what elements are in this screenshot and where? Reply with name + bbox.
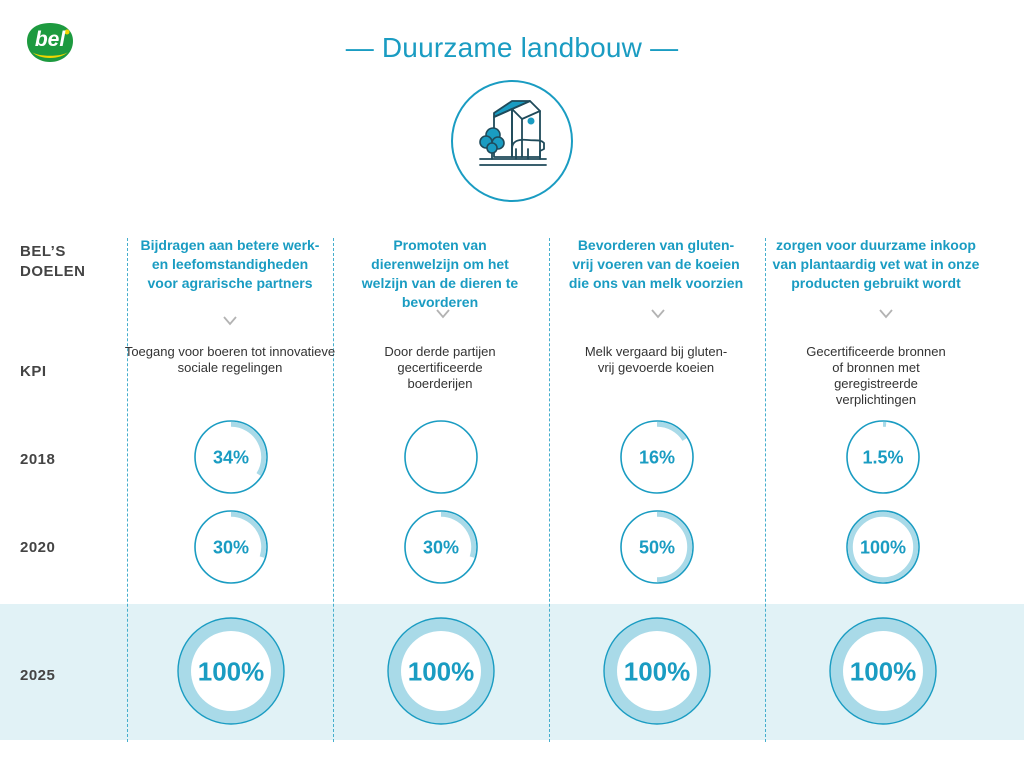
progress-ring-2018-col-3 xyxy=(621,421,693,493)
row-label-2025: 2025 xyxy=(20,667,56,684)
progress-ring-2018-col-1 xyxy=(195,421,267,493)
ring-value-label: 16% xyxy=(638,447,676,468)
ring-value-label: 100% xyxy=(623,656,691,687)
ring-value-label: 100% xyxy=(849,656,917,687)
ring-value-label: 30% xyxy=(212,537,250,558)
kpi-text: Toegang voor boeren tot innovatieve sociale regelingen xyxy=(124,344,336,375)
ring-value-label: 34% xyxy=(212,447,250,468)
row-label-2018: 2018 xyxy=(20,451,56,468)
progress-ring-2025-col-3 xyxy=(604,618,710,724)
kpi-text: Door derde partijen gecertificeerde boerderijen xyxy=(384,344,496,391)
goal-text: zorgen voor duurzame inkoop van plantaardig vet wat in onze producten gebruikt wordt xyxy=(772,237,980,291)
progress-ring-2018-col-4 xyxy=(847,421,919,493)
ring-value-label: 100% xyxy=(407,656,475,687)
ring-value-label: 1.5% xyxy=(862,447,904,468)
kpi-text: Gecertificeerde bronnen of bronnen met geregistreerde verplichtingen xyxy=(806,344,946,407)
ring-value-label: 50% xyxy=(638,537,676,558)
kpi-text: Melk vergaard bij gluten-vrij gevoerde koeien xyxy=(584,344,728,375)
ring-value-label: 30% xyxy=(422,537,460,558)
progress-ring-2020-col-2 xyxy=(405,511,477,583)
progress-ring-2018-col-2 xyxy=(405,421,477,493)
goal-text: Promoten van dierenwelzijn om het welzijn van de dieren te bevorderen xyxy=(361,237,519,310)
goal-text: Bevorderen van gluten-vrij voeren van de koeien die ons van melk voorzien xyxy=(568,237,744,291)
ring-outline xyxy=(405,421,477,493)
progress-ring-2020-col-4 xyxy=(847,511,919,583)
progress-ring-2025-col-2 xyxy=(388,618,494,724)
row-label-goals-line2: DOELEN xyxy=(20,263,86,280)
progress-ring-2025-col-4 xyxy=(830,618,936,724)
ring-value-label: 100% xyxy=(197,656,265,687)
ring-value-label: 100% xyxy=(859,537,907,558)
goal-text: Bijdragen aan betere werk- en leefomstandigheden voor agrarische partners xyxy=(140,237,320,291)
progress-ring-2020-col-3 xyxy=(621,511,693,583)
progress-ring-2025-col-1 xyxy=(178,618,284,724)
progress-ring-2020-col-1 xyxy=(195,511,267,583)
row-label-2020: 2020 xyxy=(20,539,56,556)
logo-text: bel xyxy=(34,28,66,51)
row-label-kpi: KPI xyxy=(20,363,47,380)
page-title: — Duurzame landbouw — xyxy=(345,32,679,63)
row-label-goals-line1: BEL’S xyxy=(20,243,66,260)
